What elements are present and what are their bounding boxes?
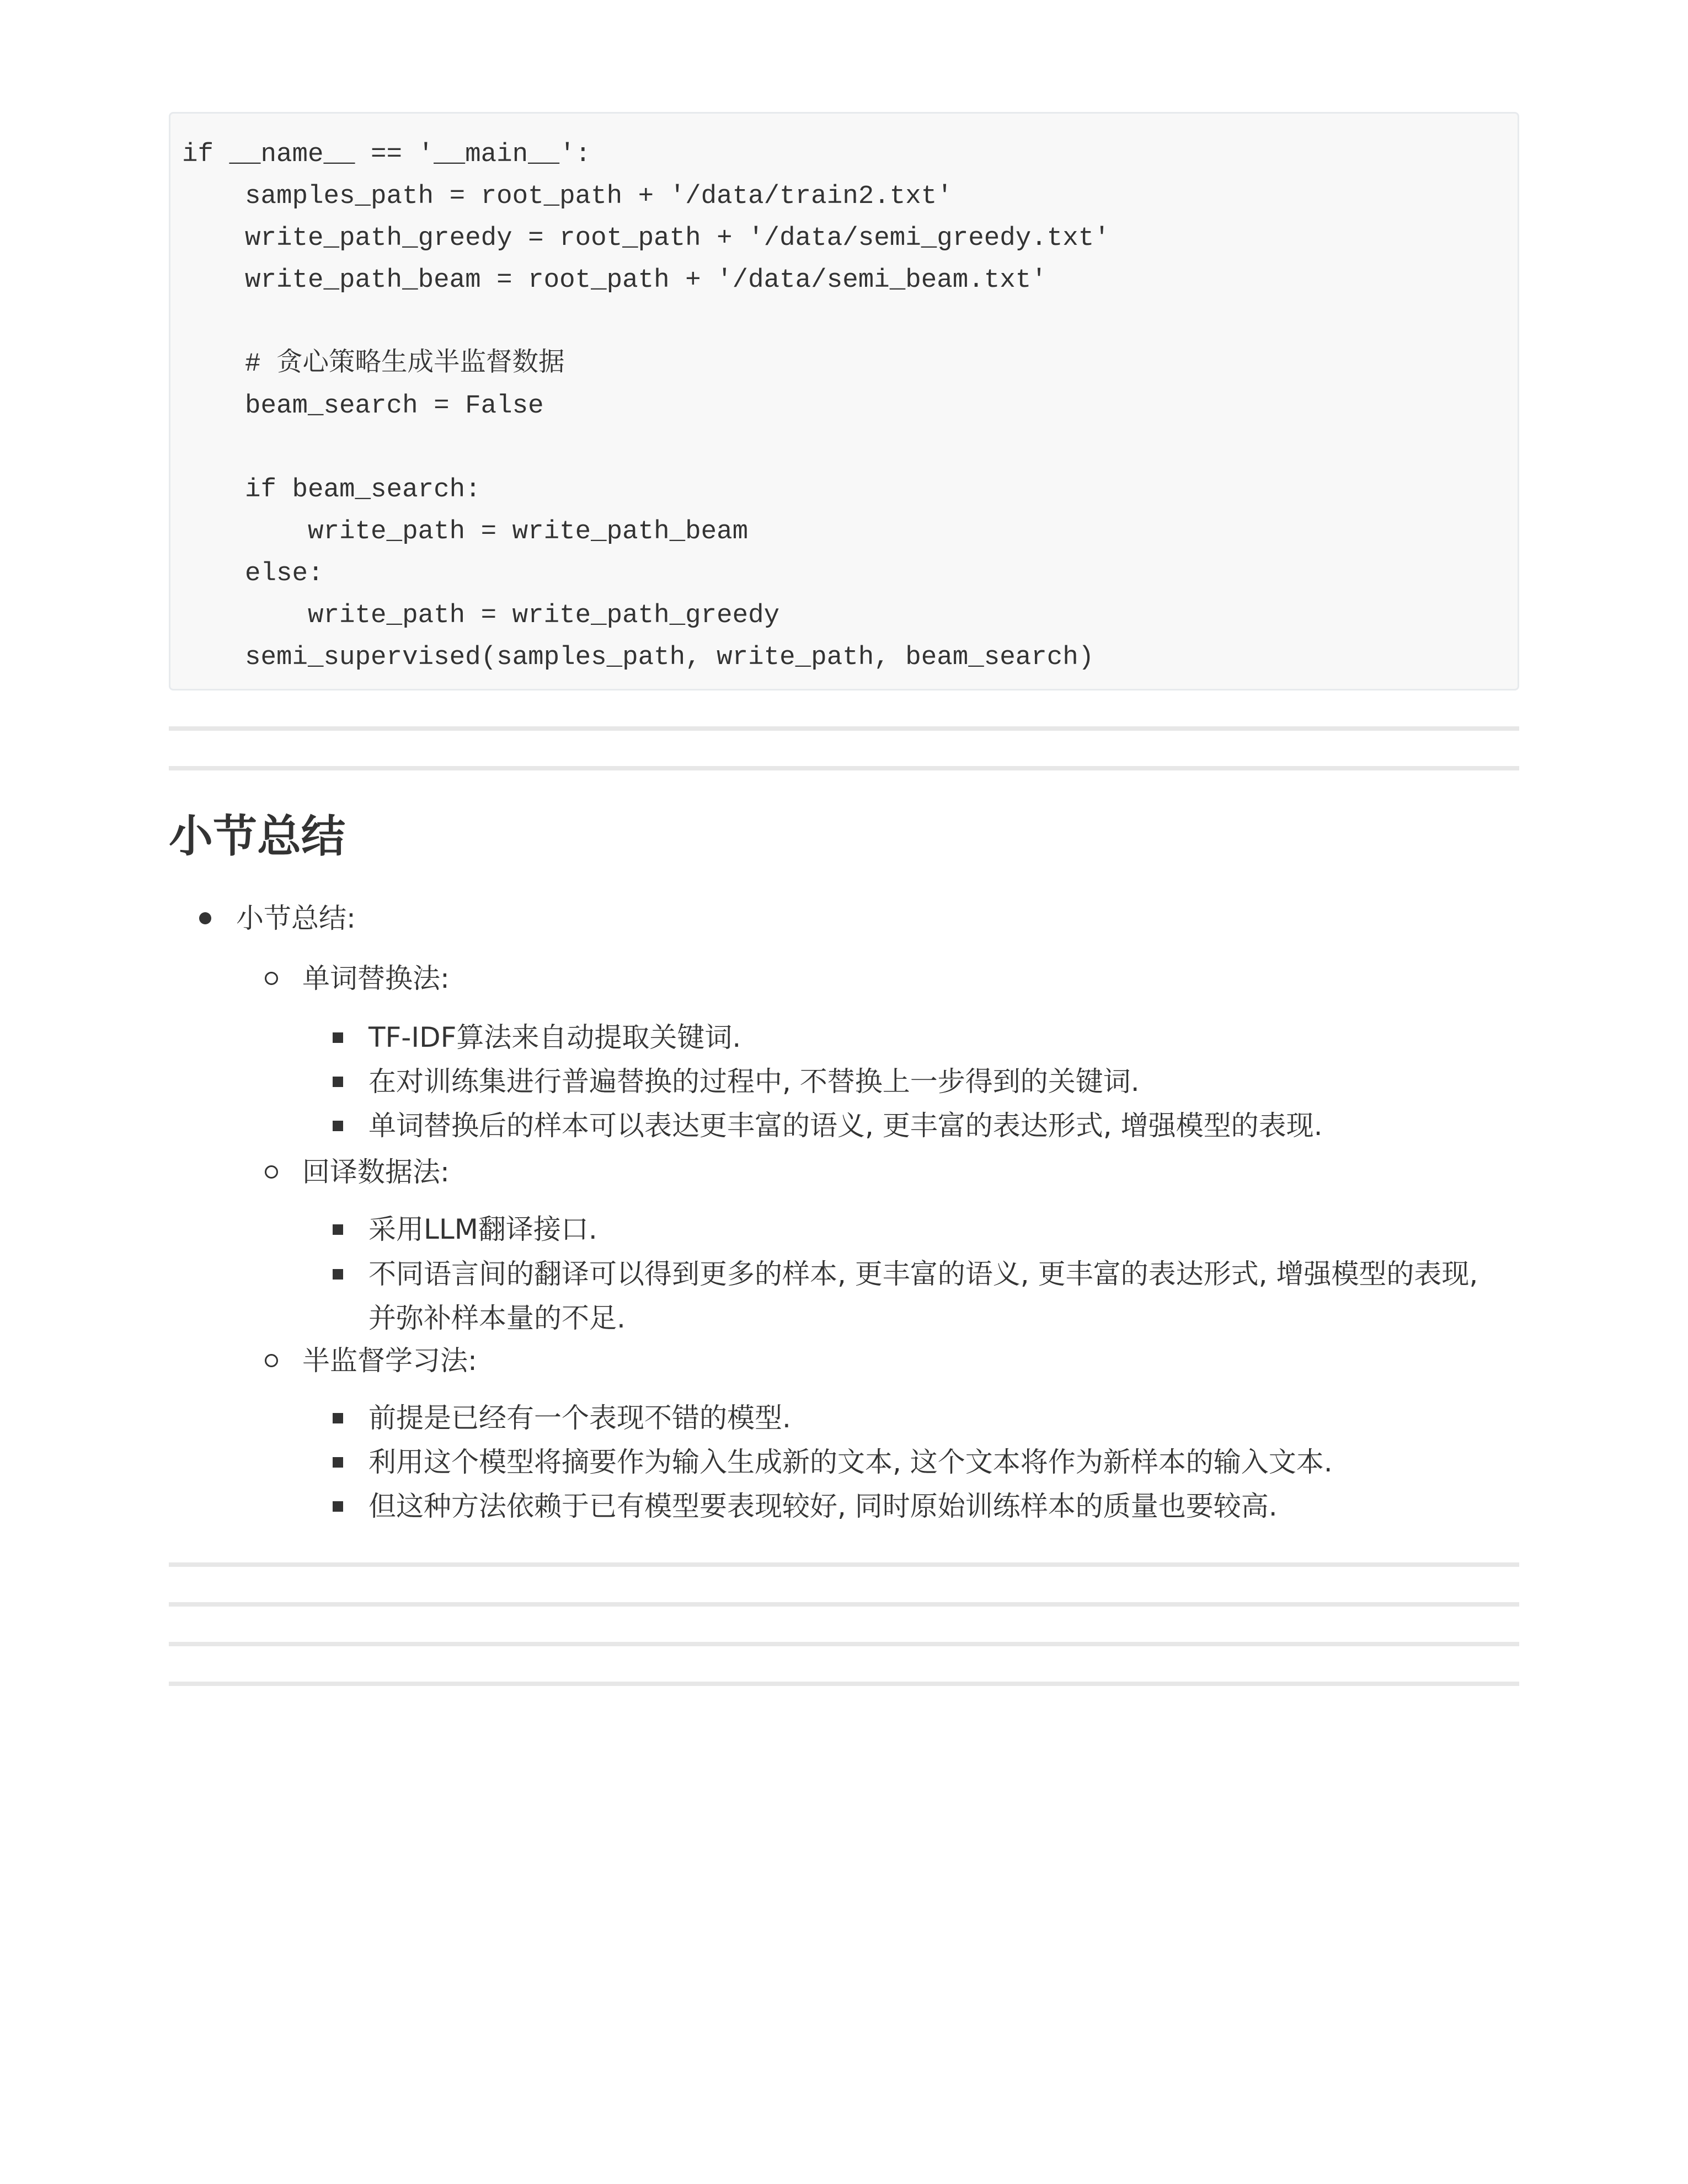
code-line: if beam_search: [182, 475, 481, 505]
code-line: write_path = write_path_greedy [182, 601, 780, 630]
code-line: semi_supervised(samples_path, write_path, beam_search) [182, 643, 1094, 672]
square-bullet-icon [333, 1457, 343, 1468]
square-bullet-icon [333, 1501, 343, 1512]
horizontal-rule [169, 1682, 1519, 1686]
method-label: 半监督学习法: [302, 1345, 477, 1377]
code-line: samples_path = root_path + '/data/train2.txt' [182, 181, 953, 211]
code-lines [182, 133, 1110, 678]
square-bullet-icon [333, 1413, 343, 1423]
horizontal-rule [169, 1642, 1519, 1646]
horizontal-rule [169, 766, 1519, 770]
point-text: 但这种方法依赖于已有模型要表现较好, 同时原始训练样本的质量也要较高. [368, 1490, 1278, 1522]
point-text: 不同语言间的翻译可以得到更多的样本, 更丰富的语义, 更丰富的表达形式, 增强模型的表现, [368, 1258, 1478, 1290]
point-text: 利用这个模型将摘要作为输入生成新的文本, 这个文本将作为新样本的输入文本. [368, 1446, 1333, 1478]
point-text: 单词替换后的样本可以表达更丰富的语义, 更丰富的表达形式, 增强模型的表现. [368, 1110, 1323, 1142]
horizontal-rule [169, 1562, 1519, 1567]
square-bullet-icon [333, 1032, 343, 1043]
point-text: 并弥补样本量的不足. [368, 1302, 626, 1334]
code-comment-line: # 贪心策略生成半监督数据 [182, 349, 565, 379]
point-text: 在对训练集进行普遍替换的过程中, 不替换上一步得到的关键词. [368, 1066, 1140, 1098]
code-line: beam_search = False [182, 391, 544, 421]
circle-bullet-icon [265, 972, 278, 985]
square-bullet-icon [333, 1077, 343, 1087]
section-heading: 小节总结 [169, 811, 345, 862]
disc-bullet-icon [199, 912, 211, 924]
code-line: write_path_beam = root_path + '/data/semi_beam.txt' [182, 265, 1047, 295]
code-line: else: [182, 559, 324, 588]
square-bullet-icon [333, 1224, 343, 1235]
horizontal-rule [169, 726, 1519, 731]
code-line [182, 427, 1110, 469]
point-text: 采用LLM翻译接口. [368, 1213, 597, 1245]
circle-bullet-icon [265, 1165, 278, 1179]
code-line: write_path_greedy = root_path + '/data/semi_greedy.txt' [182, 223, 1110, 253]
horizontal-rule [169, 1602, 1519, 1607]
code-line [182, 301, 1110, 343]
list-item-label: 小节总结: [236, 902, 356, 934]
point-text: TF-IDF算法来自动提取关键词. [368, 1021, 741, 1053]
circle-bullet-icon [265, 1354, 278, 1367]
code-block [169, 112, 1519, 690]
square-bullet-icon [333, 1121, 343, 1131]
square-bullet-icon [333, 1269, 343, 1280]
code-line: if __name__ == '__main__': [182, 140, 591, 169]
code-line: write_path = write_path_beam [182, 517, 749, 547]
method-label: 回译数据法: [302, 1156, 450, 1188]
method-label: 单词替换法: [302, 962, 450, 994]
point-text: 前提是已经有一个表现不错的模型. [368, 1402, 791, 1434]
